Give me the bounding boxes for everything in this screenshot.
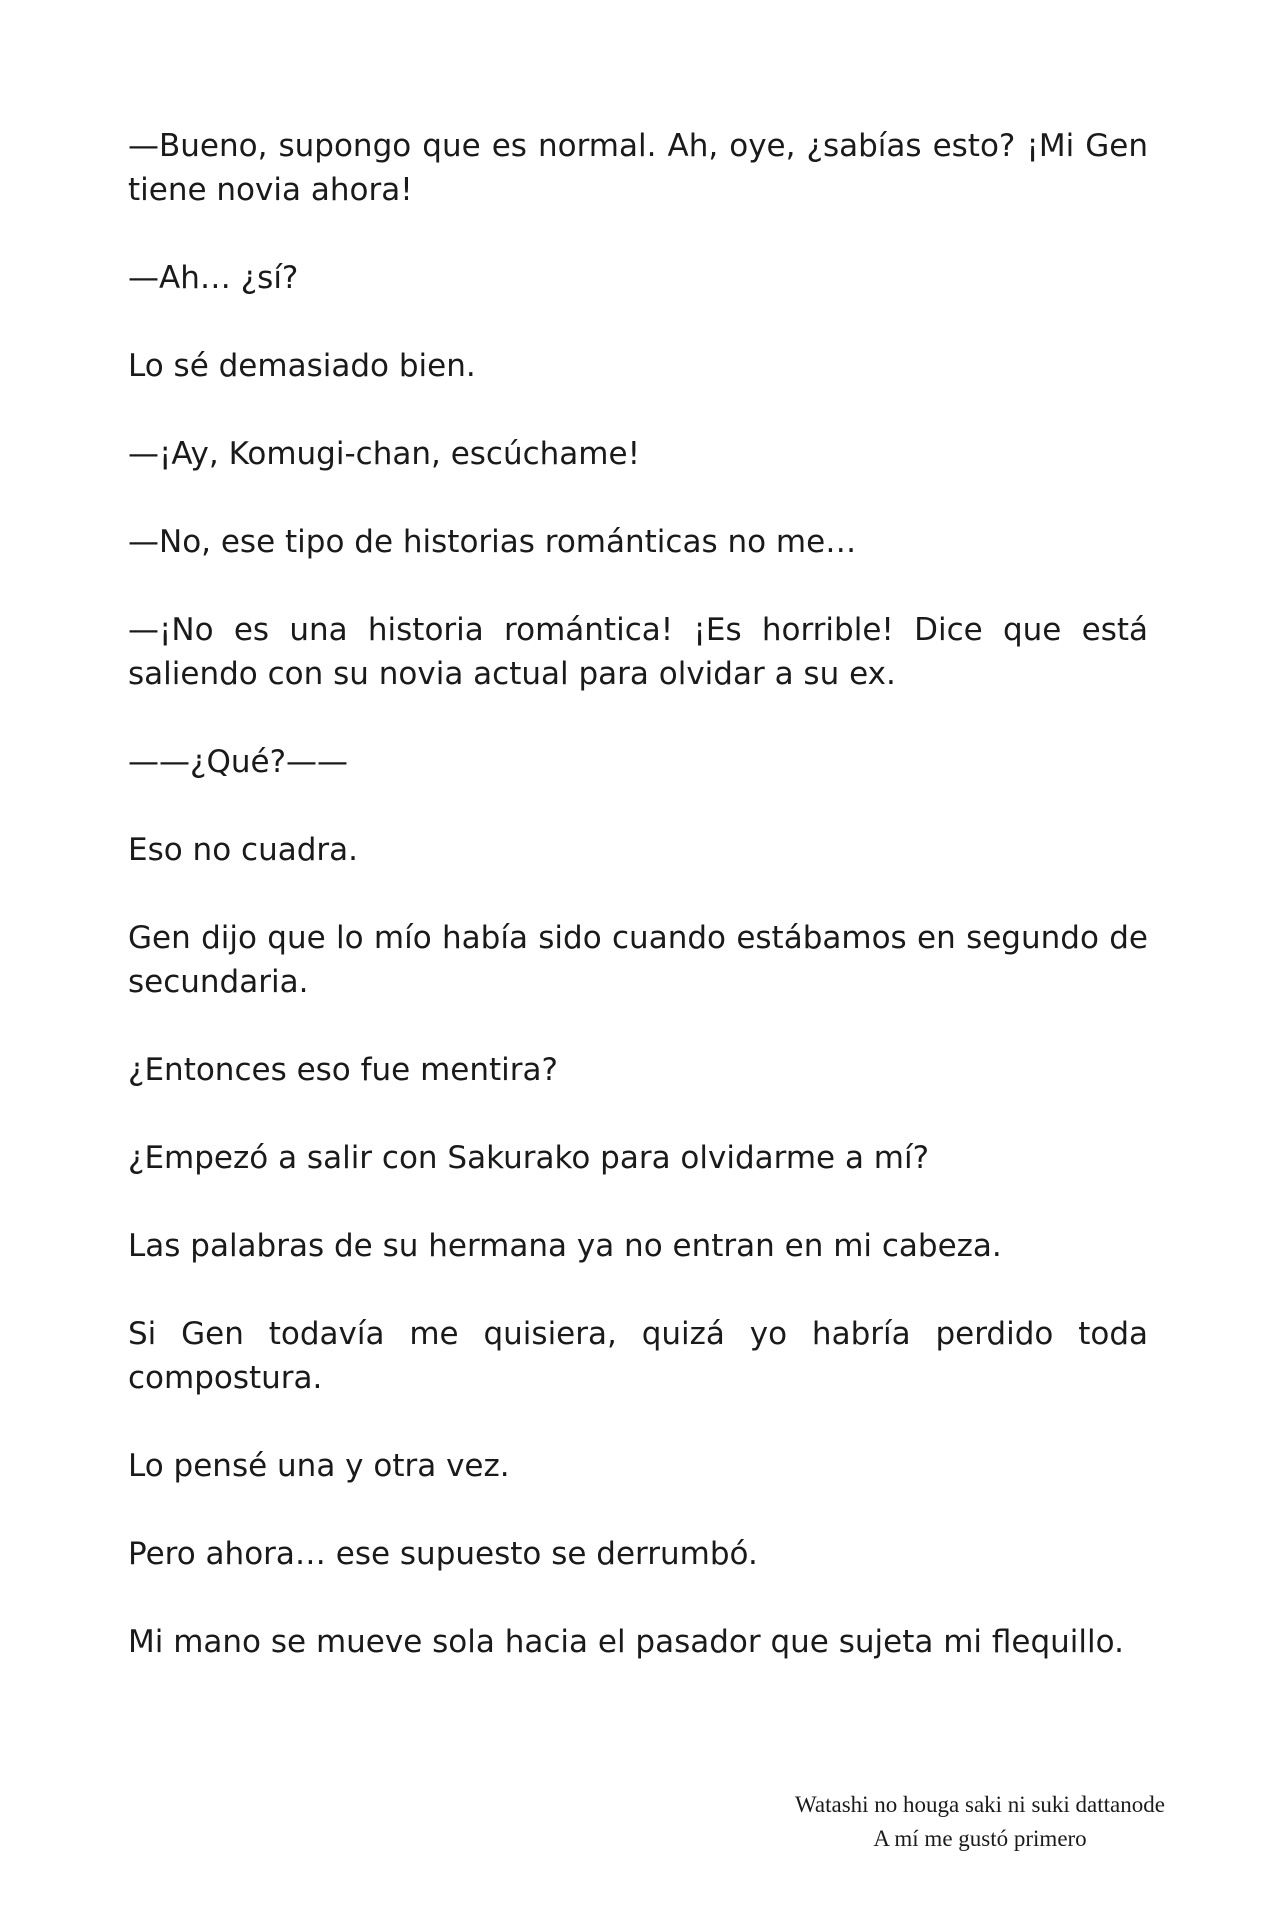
paragraph: Gen dijo que lo mío había sido cuando estábamos en segundo de secundaria. [128,920,1148,1000]
paragraph: ——¿Qué?—— [128,744,349,780]
paragraph: Las palabras de su hermana ya no entran en mi cabeza. [128,1228,1002,1264]
paragraph: —¡No es una historia romántica! ¡Es horrible! Dice que está saliendo con su novia actual para olvidar a su ex. [128,612,1148,692]
paragraph: ¿Entonces eso fue mentira? [128,1052,558,1088]
paragraph: Lo sé demasiado bien. [128,348,476,384]
paragraph: Pero ahora… ese supuesto se derrumbó. [128,1536,758,1572]
footer-title-spanish: A mí me gustó primero [873,1826,1087,1851]
paragraph: Eso no cuadra. [128,832,358,868]
paragraph: —¡Ay, Komugi-chan, escúchame! [128,436,640,472]
paragraph: —No, ese tipo de historias románticas no me… [128,524,857,560]
paragraph: —Bueno, supongo que es normal. Ah, oye, ¿sabías esto? ¡Mi Gen tiene novia ahora! [128,128,1148,208]
paragraph: Mi mano se mueve sola hacia el pasador que sujeta mi flequillo. [128,1624,1124,1660]
footer-title-romaji: Watashi no houga saki ni suki dattanode [795,1792,1165,1817]
paragraph: Lo pensé una y otra vez. [128,1448,510,1484]
page-body [128,124,1148,1708]
paragraph: —Ah… ¿sí? [128,260,299,296]
paragraph: ¿Empezó a salir con Sakurako para olvidarme a mí? [128,1140,930,1176]
paragraph: Si Gen todavía me quisiera, quizá yo habría perdido toda compostura. [128,1316,1148,1396]
page-footer [720,1788,1240,1856]
